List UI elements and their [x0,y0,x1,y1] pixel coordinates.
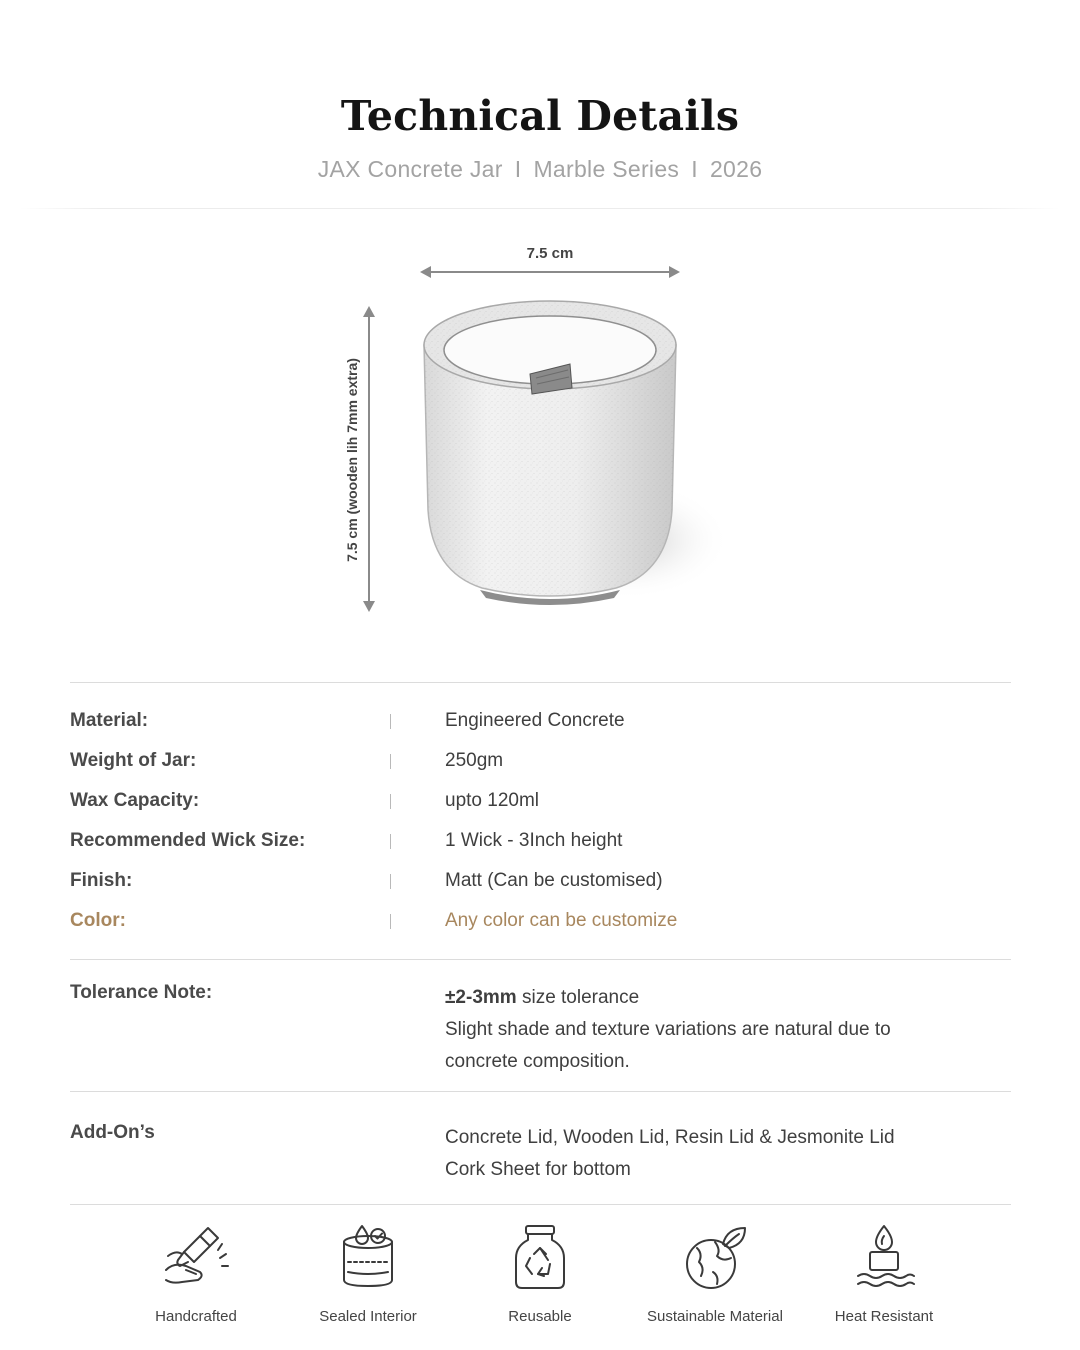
specs-top-divider [70,682,1011,683]
feature-handcrafted [111,1222,281,1325]
tolerance-divider [70,1091,1011,1092]
width-dimension-label: 7.5 cm [526,245,574,262]
feature-heat-resistant [799,1222,969,1325]
page-title: Technical Details [340,92,740,140]
addons-text [445,1122,1045,1186]
spec-value: upto 120ml [445,790,540,811]
feature-label: Sealed Interior [319,1308,417,1325]
addons-line1: Concrete Lid, Wooden Lid, Resin Lid & Jesmonite Lid [445,1127,895,1148]
subtitle-series: Marble Series [533,156,680,182]
feature-reusable [455,1222,625,1325]
spec-value: Matt (Can be customised) [445,870,663,891]
tolerance-label: Tolerance Note: [70,982,213,1003]
spec-separator [390,874,391,889]
feature-sealed-interior [283,1222,453,1325]
spec-label: Weight of Jar: [70,750,197,771]
specs-bottom-divider [70,959,1011,960]
spec-separator [390,794,391,809]
handcrafted-icon [160,1222,232,1294]
subtitle-year: 2026 [709,156,763,182]
spec-label: Color: [70,910,126,931]
spec-row-weight [70,750,1011,780]
spec-separator [390,754,391,769]
globe-leaf-icon [679,1222,751,1294]
feature-sustainable-material [630,1222,800,1325]
recycle-jar-icon [504,1222,576,1294]
spec-separator [390,914,391,929]
spec-value: 1 Wick - 3Inch height [445,830,623,851]
candle-flame-icon [848,1222,920,1294]
subtitle-product: JAX Concrete Jar [317,156,503,182]
spec-row-material [70,710,1011,740]
subtitle-separator: I [691,156,698,182]
spec-separator [390,834,391,849]
spec-label: Material: [70,710,149,731]
height-arrow-top-head [363,306,375,317]
concrete-jar-illustration [410,290,730,620]
addons-label: Add-On’s [70,1122,155,1143]
tolerance-line3: concrete composition. [445,1051,630,1072]
tolerance-value: ±2-3mm [445,987,517,1008]
feature-label: Sustainable Material [647,1308,783,1325]
feature-label: Heat Resistant [834,1308,934,1325]
height-arrow-bottom-head [363,601,375,612]
spec-row-wax-capacity [70,790,1011,820]
spec-row-finish [70,870,1011,900]
spec-label: Recommended Wick Size: [70,830,306,851]
addons-line2: Cork Sheet for bottom [445,1159,631,1180]
sealed-jar-icon [332,1222,404,1294]
spec-label: Finish: [70,870,133,891]
feature-label: Reusable [508,1308,572,1325]
tolerance-text [445,982,1005,1078]
subtitle-separator: I [514,156,522,182]
spec-value: Engineered Concrete [445,710,625,731]
spec-row-color [70,910,1011,940]
width-arrow-left-head [420,266,431,278]
spec-row-wick-size [70,830,1011,860]
spec-value: Any color can be customize [445,910,678,931]
spec-value: 250gm [445,750,504,771]
tolerance-line2: Slight shade and texture variations are natural due to [445,1019,891,1040]
feature-label: Handcrafted [155,1308,237,1325]
width-arrow-right-head [669,266,680,278]
spec-label: Wax Capacity: [70,790,200,811]
addons-divider [70,1204,1011,1205]
tolerance-line1: size tolerance [516,987,640,1008]
height-dimension-label: 7.5 cm (wooden lih 7mm extra) [344,358,360,562]
spec-separator [390,714,391,729]
